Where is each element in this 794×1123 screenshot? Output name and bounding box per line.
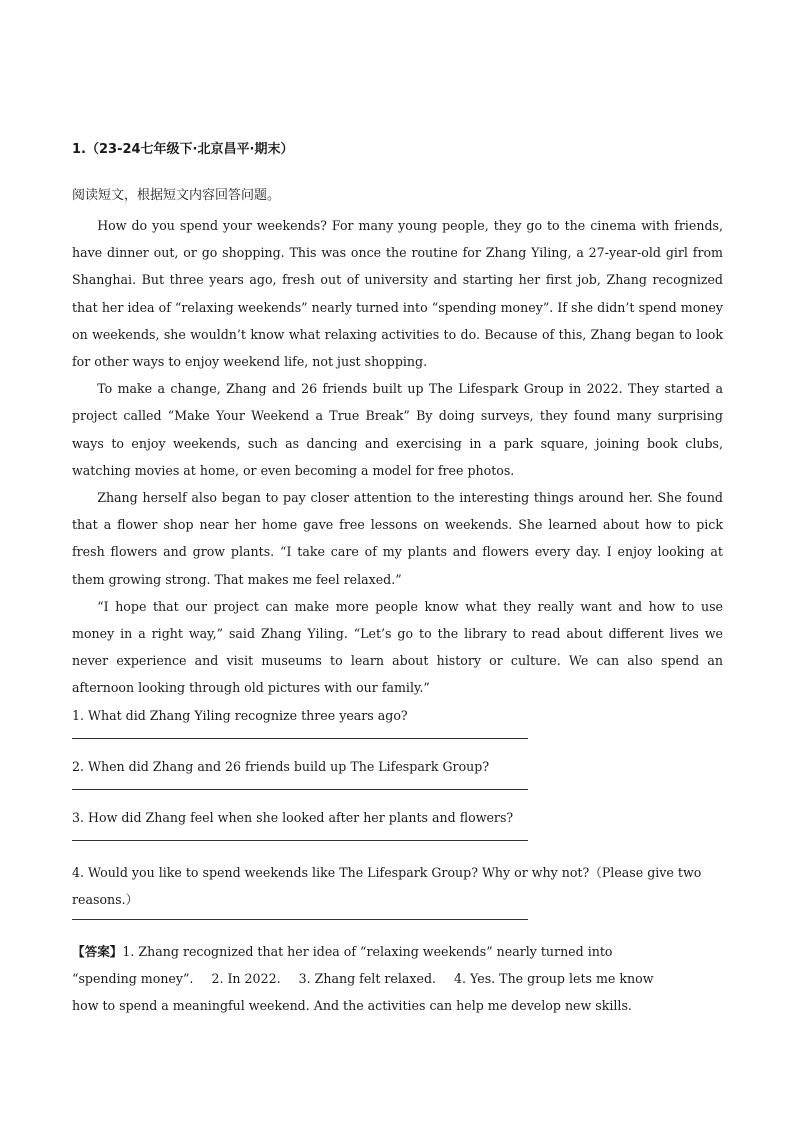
answer-2: 2. In 2022. — [211, 971, 281, 987]
question-4: 4. Would you like to spend weekends like The Lifespark Group? Why or why not?（Please give two reasons.） — [72, 864, 702, 907]
passage-paragraph-2: To make a change, Zhang and 26 friends built up The Lifespark Group in 2022. They started a project called “Make Your Weekend a True Break” By doing surveys, they found many surprising ways to enjoy weekends, such as dancing and exercising in a park square, joining book clubs, watching movies at home, or even becoming a model for free photos. — [72, 381, 723, 478]
answer-line-2[interactable] — [72, 789, 528, 790]
instruction: 阅读短文，根据短文内容回答问题。 — [72, 188, 281, 203]
document-page — [72, 140, 723, 1020]
answer-3: 3. Zhang felt relaxed. — [298, 971, 437, 987]
passage-paragraph-4: “I hope that our project can make more people know what they really want and how to use money in a right way,” said Zhang Yiling. “Let’s go to the library to read about different lives we never experience and visit museums to learn about history or culture. We can also spend an afternoon looking through old pictures with our family.” — [72, 598, 723, 696]
question-2: 2. When did Zhang and 26 friends build up The Lifespark Group? — [72, 758, 490, 774]
question-1: 1. What did Zhang Yiling recognize three years ago? — [72, 707, 408, 723]
passage-paragraph-1: How do you spend your weekends? For many young people, they go to the cinema with friends, have dinner out, or go shopping. This was once the routine for Zhang Yiling, a 27-year-old girl from Shanghai. But three years ago, fresh out of university and starting her first job, Zhang recognized that her idea of “relaxing weekends” nearly turned into “spending money”. If she didn’t spend money on weekends, she wouldn’t know what relaxing activities to do. Because of this, Zhang began to look for other ways to enjoy weekend life, not just shopping. — [72, 218, 723, 370]
answer-line-3[interactable] — [72, 840, 528, 841]
answer-line-1[interactable] — [72, 738, 528, 739]
answer-4-part-1: 4. Yes. The group lets me know — [454, 971, 654, 987]
answer-block — [72, 938, 723, 1020]
answer-1-part-2: “spending money”. — [72, 971, 194, 987]
question-3: 3. How did Zhang feel when she looked after her plants and flowers? — [72, 809, 514, 825]
question-header: 1.（23-24七年级下·北京昌平·期末） — [72, 142, 294, 157]
answer-tag: 【答案】 — [72, 944, 123, 960]
answer-4-part-2: how to spend a meaningful weekend. And the activities can help me develop new skills. — [72, 998, 632, 1014]
answer-line-4[interactable] — [72, 919, 528, 920]
passage-paragraph-3: Zhang herself also began to pay closer attention to the interesting things around her. She found that a flower shop near her home gave free lessons on weekends. She learned about how to pick fresh flowers and grow plants. “I take care of my plants and flowers every day. I enjoy looking at them growing strong. That makes me feel relaxed.” — [72, 490, 723, 587]
passage — [72, 212, 723, 702]
questions — [72, 706, 723, 920]
answer-1-part-1: 1. Zhang recognized that her idea of “relaxing weekends” nearly turned into — [122, 944, 613, 960]
